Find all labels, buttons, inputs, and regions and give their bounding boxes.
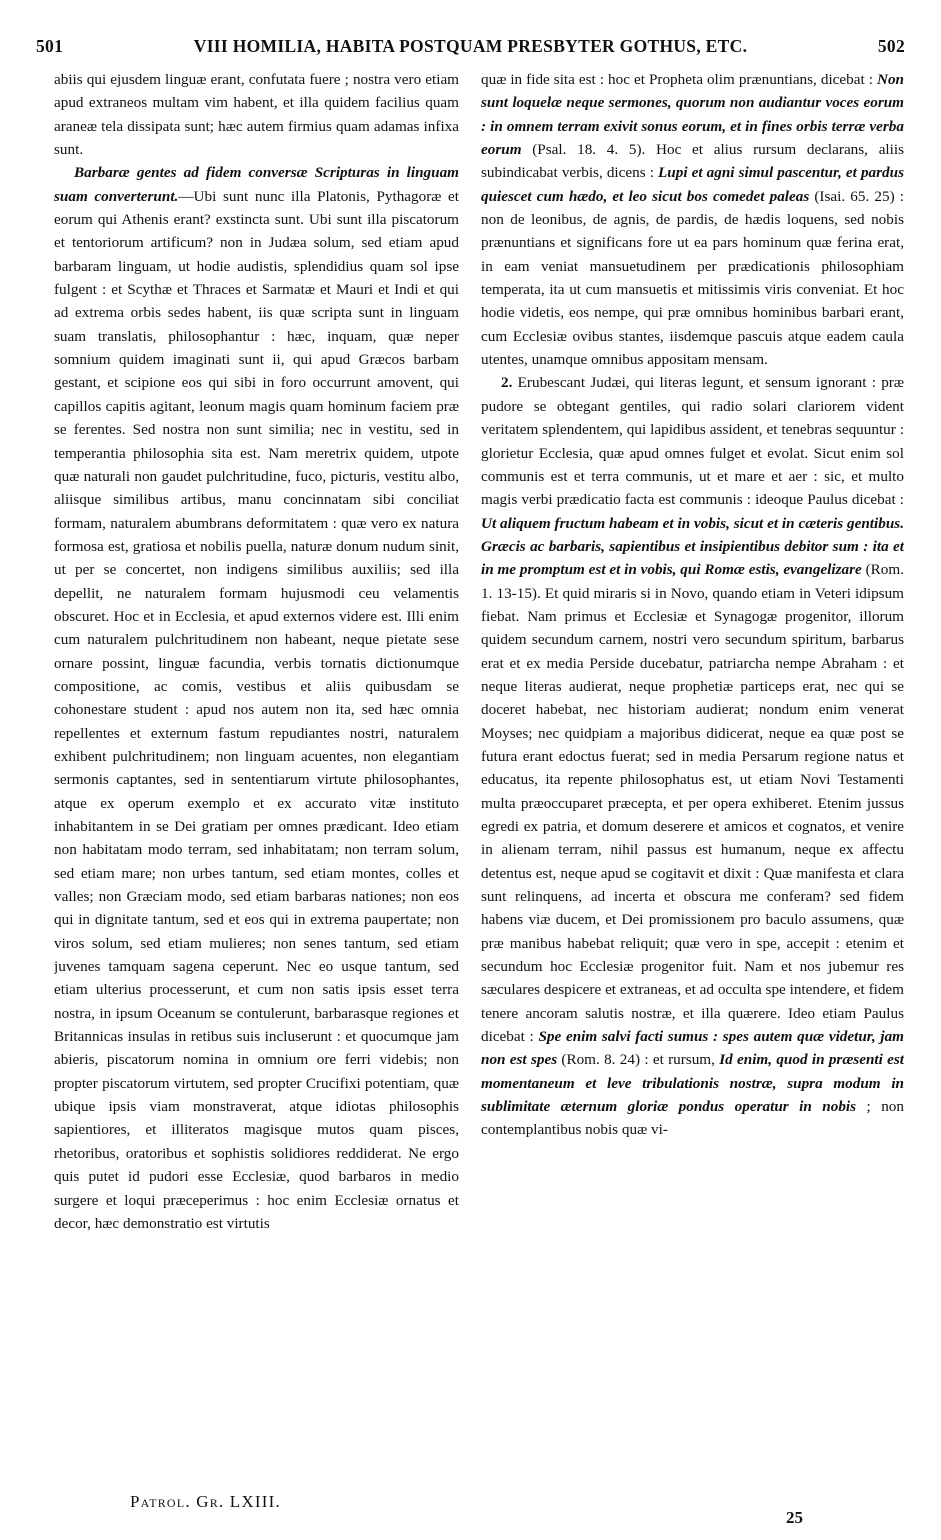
paragraph [481, 371, 904, 1141]
citation: (Rom. 1. 13-15). [481, 561, 904, 602]
running-header [36, 36, 905, 60]
scripture-quote: Non sunt loquelæ neque sermones, quorum non audiantur voces eorum : in omnem terram exivit sonus eorum, et in fines orbis terræ verba eorum [481, 71, 904, 159]
paragraph: abiis qui ejusdem linguæ erant, confutata fuere ; nostra vero etiam apud extraneos multam vim habent, et illa quidem facilius quam araneæ tela dissipata sunt; hæc autem firmius quam adamas infixa sunt. [54, 71, 459, 159]
text-run: ; non contemplantibus nobis quæ vi- [481, 1098, 904, 1139]
right-column [481, 68, 904, 1493]
text-run: : non de leonibus, de agnis, de pardis, de hædis loquens, sed nobis prænuntians et significans fore ut ea pars hominum quæ ferina erat, in eam veniat mansuetudinem per prædicationis philosophiam temperata, ita ut cum mansuetis et mitissimis viris conveniat. Et hoc hodie videtis, eos nempe, qui præ omnibus hominibus barbari erant, cum Ecclesiæ ovibus stantes, iisdemque pascuis atque eadem caula utentes, unamque omnibus appositam mensam. [481, 187, 904, 369]
text-run: quæ in fide sita est : hoc et Propheta olim prænuntians, dicebat : [481, 71, 877, 88]
running-title: VIII HOMILIA, HABITA POSTQUAM PRESBYTER GOTHUS, ETC. [193, 36, 748, 56]
left-column [54, 68, 459, 1493]
text-run: Et quid miraris si in Novo, quando etiam in Veteri idipsum fiebat. Nam primus et Ecclesiæ et Synagogæ progenitor, illorum quidem secundum carnem, nostri vero secundum spiritum, barbarus erat et ex media Perside ducebatur, patriarcha nempe Abraham : et neque literas audierat, neque prophetiæ particeps erat, nec qui se doceret habebat, nec historiam audierat; nondum enim venerat Moyses; nec quidpiam a majoribus didicerat, neque ea quæ post se futura erant edoctus fuerat; sed in media Persarum regione natus et educatus, ita repente philosophatus est, ut etiam Novi Testamenti multa præoccuparet præcepta, et per opera exhiberet. Etenim jussus egredi ex patria, et domum deserere et amicos et cognatos, et venire in alienam terram, nihil passus est humanum, neque ex affectu detentus est, neque apud se cogitavit et dixit : Quæ manifesta et clara sunt relinquens, ad incerta et obscura me conferam? sed fidem habens viæ ducem, et Dei promissionem pro baculo assumens, quæ præ manibus habebat reliquit; quæ vero in spe, accepit : etenim et secundum hoc Ecclesiæ progenitor fuit. Nam et nos jubemur res sæculares despicere et extraneas, et ad occulta spe intendere, et fidem tenere ancoram salutis nostræ, et illa quærere. Ideo etiam Paulus dicebat : [481, 584, 904, 1046]
scripture-quote: Ut aliquem fructum habeam et in vobis, sicut et in cæteris gentibus. Græcis ac barbaris, sapientibus et insipientibus debitor sum : ita et in me promptum est et in vobis, qui Romæ estis, evangelizare [481, 514, 904, 579]
page-number-left: 501 [36, 36, 64, 56]
citation: (Rom. 8. 24) [557, 1051, 641, 1069]
text-run: Erubescant Judæi, qui literas legunt, et sensum ignorant : præ pudore se obtegant gentiles, qui radio solari clariorem vident veritatem splendentem, qui lapidibus assident, et tenebras sequuntur : glorietur Ecclesia, quæ apud omnes fulget et evolat. Sicut enim sol communis est et terra communis, ut et mare et aer : sic, et multo magis verbi prædicatio facta est communis : ideoque Paulus dicebat : [481, 374, 904, 509]
section-heading: Barbaræ gentes ad fidem conversæ Scripturas in linguam suam converterunt. [54, 164, 459, 205]
sheet-number: 25 [786, 1508, 803, 1527]
text-run: Hoc et alius rursum declarans, aliis subindicabat verbis, dicens : [481, 141, 904, 182]
scripture-quote: Id enim, quod in præsenti est momentaneum et leve tribulationis nostræ, supra modum in sublimitate æternum gloriæ pondus operatur in nobis [481, 1051, 904, 1116]
signature-mark: Patrol. Gr. LXIII. [130, 1492, 281, 1511]
citation: (Isai. 65. 25) [809, 187, 895, 205]
scripture-quote: Spe enim salvi facti sumus : spes autem quæ videtur, jam non est spes [481, 1028, 904, 1069]
text-run: : et rursum, [640, 1051, 720, 1069]
page-number-right: 502 [877, 36, 905, 56]
paragraph-text: —Ubi sunt nunc illa Platonis, Pythagoræ et eorum qui Athenis erant? exstincta sunt. Ubi sunt illa piscatorum et tentoriorum artificum? non in Judæa solum, sed etiam apud barbaram linguam, ut hodie audistis, splendidius quam sol ipse fulgent : et Scythæ et Thraces et Sarmatæ et Mauri et Indi et qui ad extrema orbis sedes habent, iis quæ scripta sunt in linguam suam translatis, philosophantur : hæc, inquam, quæ neper somnium quidem imaginati sunt ii, qui apud Græcos barbam gestant, et scipione eos qui sibi in foro occurrunt amovent, qui capillos capitis agitant, leonum magis quam hominum faciem præ se ferentes. Sed nostra non sunt similia; nec in vestitu, sed in temperantia philosophia sita est. Nam meretrix quidem, utpote quæ naturali non gaudet pulchritudine, fuco, picturis, vestitu albo, aliisque similibus artibus, manu concinnatam sibi conciliat formam, naturalem abumbrans deformitatem : quæ vero ex natura formosa est, gratiosa et nobilis puella, naturæ donum nudum sinit, ut per se concertet, non indigens similibus auxiliis; sed illa depellit, ne naturalem formam hujusmodi ceu velamentis obscuret. Hoc et in Ecclesia, et apud externos videre est. Illi enim cum naturalem pulchritudinem non habeant, neque pietate sese ornare possint, linguæ facundia, verbis tornatis dictionumque compositione, ac comis, vestibus et aliis quibusdam se cohonestare student : apud nos autem non ita, sed hæc omnia repellentes et externum fastum repudiantes nostri, naturalem exhibent pulchritudinem; non linguam acuentes, non elegantiam sermonis captantes, sed in sententiarum virtute philosophantes, atque ex operum exemplo et ex accurato vitæ instituto inhabitantem in se Dei gratiam per omnes prædicant. Ideo etiam non habitatam modo terram, sed inhabitatam; non terram solum, sed etiam mare; non urbes tantum, sed etiam montes, colles et valles; non Græciam modo, sed etiam barbaras nationes; non eos qui in dignitate tantum, sed et eos qui in extrema paupertate; non viros solum, sed etiam mulieres; non senes tantum, sed etiam juvenes tamquam sagena ceperunt. Nec eo usque tantum, sed etiam ulterius processerunt, et cum non satis ipsis esset terra nostra, in ipsum Oceanum se contulerunt, barbarasque regiones et Britannicas insulas in retibus suis incluserunt : et quocumque jam abieris, piscatorum nomina in omnium ore ferri videbis; non propter piscatorum virtutem, sed propter Crucifixi potentiam, quæ ubique ipsis viam monstraverat, atque idiotas philosophis sapientiores, et illiteratos magisque mutos quam pisces, rhetoribus, oratoribus et sophistis solidiores reddiderat. Ne ergo quis putet id pudori esse Ecclesiæ, quod barbaros in medio surgere et loqui præceperimus : hoc enim Ecclesiæ ornatus et decor, hæc demonstratio est virtutis [54, 187, 459, 1232]
paragraph [481, 68, 904, 371]
citation: (Psal. 18. 4. 5). [521, 141, 646, 159]
scripture-quote: Lupi et agni simul pascentur, et pardus quiescet cum hædo, et leo sicut bos comedet paleas [481, 164, 904, 205]
section-number: 2. [501, 374, 513, 392]
page-footer [0, 1492, 941, 1532]
paragraph [54, 161, 459, 1235]
